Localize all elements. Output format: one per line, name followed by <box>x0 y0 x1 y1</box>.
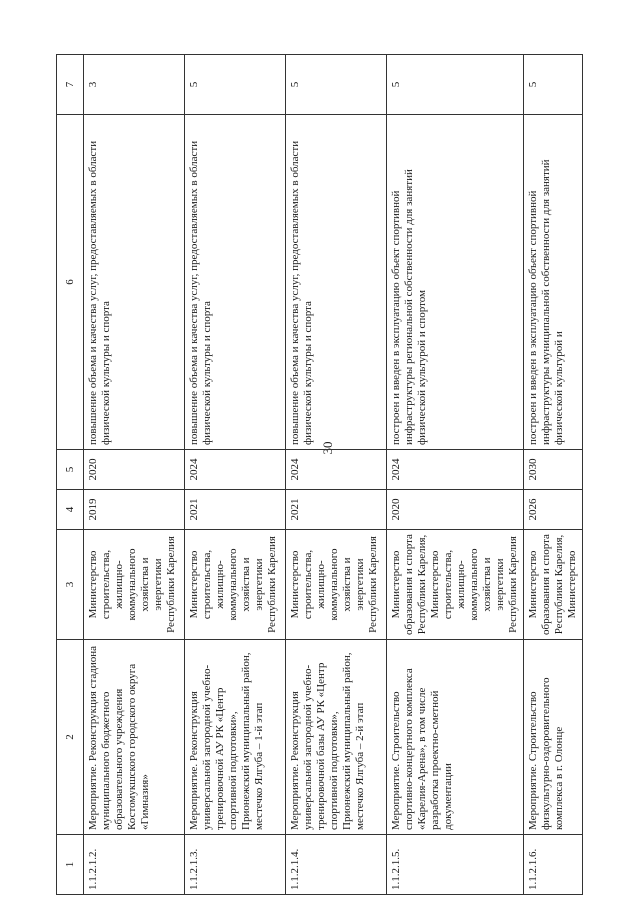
event-cell: Мероприятие. Реконструкция универсальной загородной учебно-тренировочной АУ РК «Центр спортивной подготовки», Прионежский муниципальный район, местечко Ялгуба – 1-й этап <box>185 640 286 835</box>
ref-cell: 5 <box>524 55 583 115</box>
executor-cell: Министерство строительства, жилищно-коммунального хозяйства и энергетики Республики Карелия <box>286 530 387 640</box>
result-cell: повышение объема и качества услуг, предоставляемых в области физической культуры и спорта <box>84 115 185 450</box>
end-year-cell: 2020 <box>84 450 185 490</box>
ref-cell: 5 <box>387 55 524 115</box>
ref-cell: 5 <box>286 55 387 115</box>
page-number: 30 <box>320 441 335 455</box>
event-cell: Мероприятие. Реконструкция универсальной загородной учебно-тренировочной базы АУ РК «Центр спортивной подготовки», Прионежский муниципальный район, местечко Ялгуба – 2-й этап <box>286 640 387 835</box>
executor-cell: Министерство образования и спорта Республики Карелия, Министерство строительства, жилищно-коммунального хозяйства и энергетики Республики Карелия <box>387 530 524 640</box>
event-cell: Мероприятие. Строительство спортивно-концертного комплекса «Карелия-Арена», в том числе разработка проектно-сметной документации <box>387 640 524 835</box>
start-year-cell: 2026 <box>524 490 583 530</box>
table-row <box>84 55 185 895</box>
header-cell: 4 <box>57 490 84 530</box>
program-events-table <box>56 54 583 895</box>
executor-cell: Министерство образования и спорта Республики Карелия, Министерство <box>524 530 583 640</box>
result-cell: повышение объема и качества услуг, предоставляемых в области физической культуры и спорта <box>286 115 387 450</box>
end-year-cell: 2024 <box>185 450 286 490</box>
code-cell: 1.1.2.1.6. <box>524 835 583 895</box>
code-cell: 1.1.2.1.5. <box>387 835 524 895</box>
ref-cell: 5 <box>185 55 286 115</box>
event-cell: Мероприятие. Реконструкция стадиона муниципального бюджетного образовательного учреждения Костомукшского городского округа «Гимназия» <box>84 640 185 835</box>
start-year-cell: 2021 <box>286 490 387 530</box>
header-row <box>57 55 84 895</box>
rotated-table-sheet <box>56 55 616 895</box>
end-year-cell: 2024 <box>387 450 524 490</box>
table-row <box>387 55 524 895</box>
header-cell: 7 <box>57 55 84 115</box>
ref-cell: 3 <box>84 55 185 115</box>
table-row <box>286 55 387 895</box>
end-year-cell: 2024 <box>286 450 387 490</box>
start-year-cell: 2020 <box>387 490 524 530</box>
header-cell: 2 <box>57 640 84 835</box>
code-cell: 1.1.2.1.4. <box>286 835 387 895</box>
executor-cell: Министерство строительства, жилищно-коммунального хозяйства и энергетики Республики Карелия <box>185 530 286 640</box>
executor-cell: Министерство строительства, жилищно-коммунального хозяйства и энергетики Республики Карелия <box>84 530 185 640</box>
result-cell: повышение объема и качества услуг, предоставляемых в области физической культуры и спорта <box>185 115 286 450</box>
header-cell: 1 <box>57 835 84 895</box>
header-cell: 5 <box>57 450 84 490</box>
result-cell: построен и введен в эксплуатацию объект спортивной инфраструктуры региональной собственности для занятий физической культурой и спортом <box>387 115 524 450</box>
code-cell: 1.1.2.1.2. <box>84 835 185 895</box>
result-cell: построен и введен в эксплуатацию объект спортивной инфраструктуры муниципальной собственности для занятий физической культурой и <box>524 115 583 450</box>
header-cell: 6 <box>57 115 84 450</box>
event-cell: Мероприятие. Строительство физкультурно-оздоровительного комплекса в г. Олонце <box>524 640 583 835</box>
header-cell: 3 <box>57 530 84 640</box>
table-row <box>185 55 286 895</box>
start-year-cell: 2021 <box>185 490 286 530</box>
end-year-cell: 2030 <box>524 450 583 490</box>
start-year-cell: 2019 <box>84 490 185 530</box>
code-cell: 1.1.2.1.3. <box>185 835 286 895</box>
table-row <box>524 55 583 895</box>
